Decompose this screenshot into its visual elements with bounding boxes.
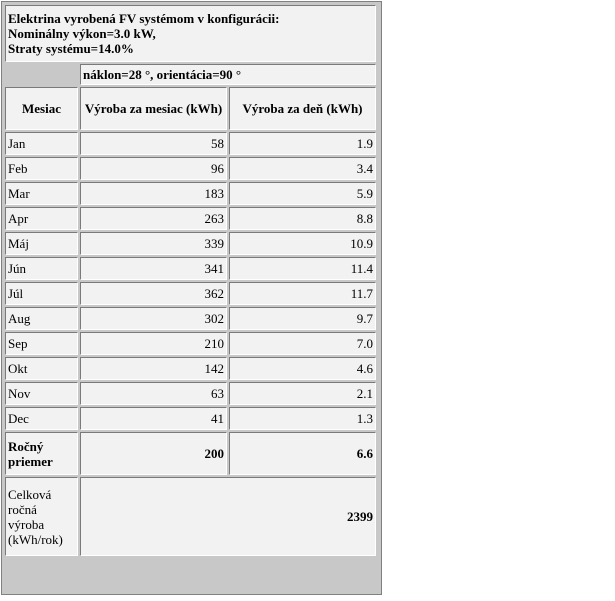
month-cell: Júl bbox=[5, 282, 78, 305]
yearly-average-row bbox=[5, 432, 376, 475]
daily-production-cell: 2.1 bbox=[229, 382, 376, 405]
configuration-description bbox=[5, 5, 376, 62]
month-cell: Jún bbox=[5, 257, 78, 280]
header-line-3: Straty systému=14.0% bbox=[8, 41, 134, 56]
header-line-1: Elektrina vyrobená FV systémom v konfigurácii: bbox=[8, 11, 280, 26]
table-row bbox=[5, 407, 376, 430]
daily-production-cell: 9.7 bbox=[229, 307, 376, 330]
monthly-production-cell: 341 bbox=[80, 257, 227, 280]
total-row bbox=[5, 477, 376, 556]
monthly-production-cell: 210 bbox=[80, 332, 227, 355]
daily-production-cell: 5.9 bbox=[229, 182, 376, 205]
month-cell: Sep bbox=[5, 332, 78, 355]
total-annual-label: Celková ročná výroba (kWh/rok) bbox=[5, 477, 78, 556]
table-row bbox=[5, 382, 376, 405]
daily-production-cell: 8.8 bbox=[229, 207, 376, 230]
monthly-production-cell: 263 bbox=[80, 207, 227, 230]
monthly-production-cell: 142 bbox=[80, 357, 227, 380]
table-row bbox=[5, 207, 376, 230]
daily-production-cell: 3.4 bbox=[229, 157, 376, 180]
yearly-average-label: Ročný priemer bbox=[5, 432, 78, 475]
table-row bbox=[5, 282, 376, 305]
table-row bbox=[5, 332, 376, 355]
empty-corner-cell bbox=[5, 64, 78, 85]
daily-production-cell: 11.7 bbox=[229, 282, 376, 305]
header-line-2: Nominálny výkon=3.0 kW, bbox=[8, 26, 156, 41]
daily-production-cell: 11.4 bbox=[229, 257, 376, 280]
month-cell: Mar bbox=[5, 182, 78, 205]
monthly-production-cell: 183 bbox=[80, 182, 227, 205]
month-cell: Apr bbox=[5, 207, 78, 230]
column-header-monthly: Výroba za mesiac (kWh) bbox=[80, 87, 227, 130]
monthly-production-cell: 63 bbox=[80, 382, 227, 405]
results-panel bbox=[1, 1, 382, 595]
month-cell: Okt bbox=[5, 357, 78, 380]
month-cell: Jan bbox=[5, 132, 78, 155]
column-header-daily: Výroba za deň (kWh) bbox=[229, 87, 376, 130]
table-row bbox=[5, 357, 376, 380]
monthly-production-cell: 96 bbox=[80, 157, 227, 180]
month-cell: Feb bbox=[5, 157, 78, 180]
orientation-label: náklon=28 °, orientácia=90 ° bbox=[80, 64, 376, 85]
monthly-production-cell: 339 bbox=[80, 232, 227, 255]
table-row bbox=[5, 307, 376, 330]
daily-production-cell: 4.6 bbox=[229, 357, 376, 380]
table-row bbox=[5, 257, 376, 280]
yearly-average-daily: 6.6 bbox=[229, 432, 376, 475]
table-row bbox=[5, 182, 376, 205]
daily-production-cell: 1.3 bbox=[229, 407, 376, 430]
month-cell: Aug bbox=[5, 307, 78, 330]
total-annual-value: 2399 bbox=[80, 477, 376, 556]
monthly-production-cell: 41 bbox=[80, 407, 227, 430]
month-cell: Máj bbox=[5, 232, 78, 255]
pv-production-table bbox=[3, 3, 378, 558]
daily-production-cell: 1.9 bbox=[229, 132, 376, 155]
table-row bbox=[5, 232, 376, 255]
yearly-average-monthly: 200 bbox=[80, 432, 227, 475]
month-cell: Nov bbox=[5, 382, 78, 405]
monthly-production-cell: 58 bbox=[80, 132, 227, 155]
daily-production-cell: 7.0 bbox=[229, 332, 376, 355]
table-row bbox=[5, 132, 376, 155]
table-row bbox=[5, 157, 376, 180]
column-header-month: Mesiac bbox=[5, 87, 78, 130]
monthly-production-cell: 302 bbox=[80, 307, 227, 330]
monthly-production-cell: 362 bbox=[80, 282, 227, 305]
month-cell: Dec bbox=[5, 407, 78, 430]
daily-production-cell: 10.9 bbox=[229, 232, 376, 255]
